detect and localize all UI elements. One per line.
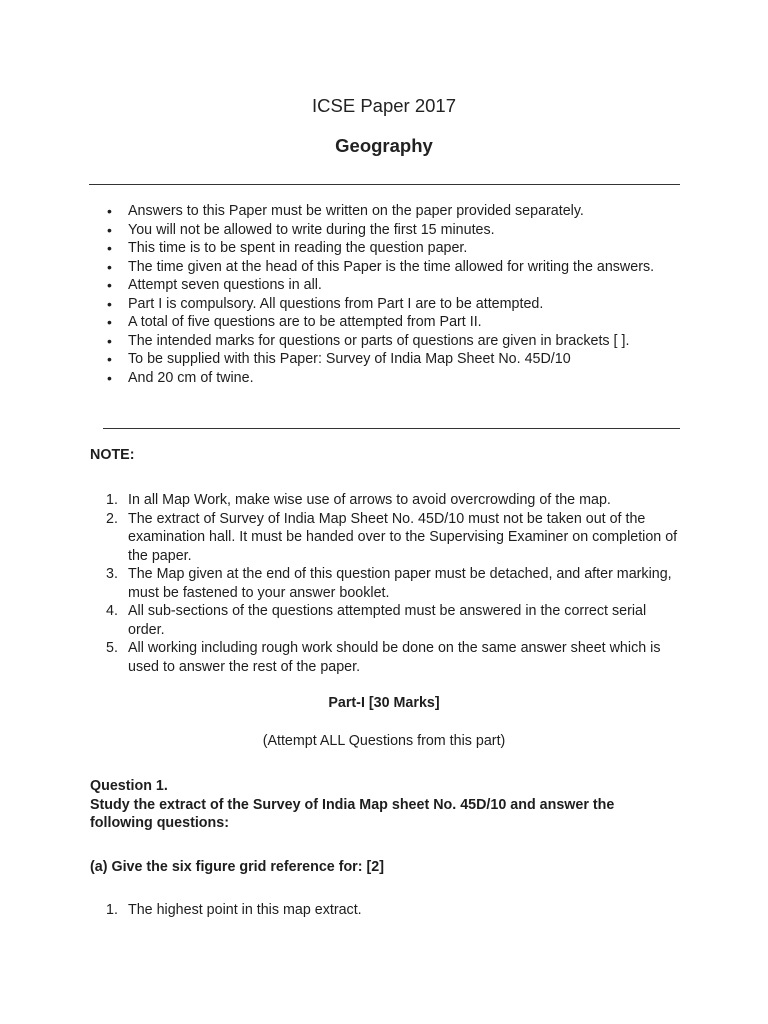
- notes-list: [90, 491, 680, 676]
- paper-subject: Geography: [335, 135, 433, 156]
- note-number: 2.: [106, 510, 118, 527]
- part-heading: Part-I [30 Marks]: [328, 695, 440, 711]
- instruction-item: • Part I is compulsory. All questions from Part I are to be attempted.: [128, 295, 680, 314]
- question-label: Question 1.: [90, 778, 168, 794]
- divider-bottom: [103, 428, 680, 429]
- note-number: 5.: [106, 640, 118, 656]
- instruction-item: • You will not be allowed to write during the first 15 minutes.: [128, 221, 680, 240]
- instruction-item: • The time given at the head of this Paper is the time allowed for writing the answers.: [128, 258, 680, 277]
- note-item: [106, 491, 680, 510]
- note-item: [106, 565, 680, 602]
- instruction-item: • The intended marks for questions or parts of questions are given in brackets [ ].: [128, 332, 680, 351]
- sub-question-text: The highest point in this map extract.: [128, 902, 362, 918]
- sub-question-item: [106, 901, 680, 920]
- instruction-item: • Attempt seven questions in all.: [128, 276, 680, 295]
- note-number: 1.: [106, 492, 118, 508]
- note-text: All sub-sections of the questions attempted must be answered in the correct serial order.: [128, 603, 647, 638]
- note-item: [106, 639, 680, 676]
- paper-title: ICSE Paper 2017: [312, 95, 456, 116]
- note-item: [106, 602, 680, 639]
- sub-question-number: 1.: [106, 902, 118, 918]
- instruction-item: • To be supplied with this Paper: Survey of India Map Sheet No. 45D/10: [128, 350, 680, 369]
- question-1a-list: [90, 901, 680, 920]
- instruction-item: • And 20 cm of twine.: [128, 369, 680, 388]
- question-1: [90, 777, 680, 833]
- question-1a: (a) Give the six figure grid reference for: [2]: [90, 859, 384, 875]
- note-item: [106, 510, 680, 566]
- note-text: All working including rough work should be done on the same answer sheet which is used to answer the rest of the paper.: [128, 640, 661, 675]
- note-number: 3.: [106, 566, 118, 582]
- instruction-item: • This time is to be spent in reading the question paper.: [128, 239, 680, 258]
- note-text: In all Map Work, make wise use of arrows to avoid overcrowding of the map.: [128, 492, 611, 508]
- note-label: NOTE:: [90, 447, 135, 463]
- note-text: The Map given at the end of this question paper must be detached, and after marking, must be fastened to your answer booklet.: [128, 566, 672, 601]
- question-text: Study the extract of the Survey of India Map sheet No. 45D/10 and answer the following questions:: [90, 796, 615, 831]
- instruction-item: • Answers to this Paper must be written on the paper provided separately.: [128, 202, 680, 221]
- divider-top: [89, 184, 680, 185]
- part-instruction: (Attempt ALL Questions from this part): [262, 733, 506, 749]
- note-number: 4.: [106, 603, 118, 619]
- instructions-list: [90, 202, 680, 387]
- instruction-item: • A total of five questions are to be attempted from Part II.: [128, 313, 680, 332]
- note-text: The extract of Survey of India Map Sheet No. 45D/10 must not be taken out of the examination hall. It must be handed over to the Supervising Examiner on completion of the paper.: [128, 510, 678, 564]
